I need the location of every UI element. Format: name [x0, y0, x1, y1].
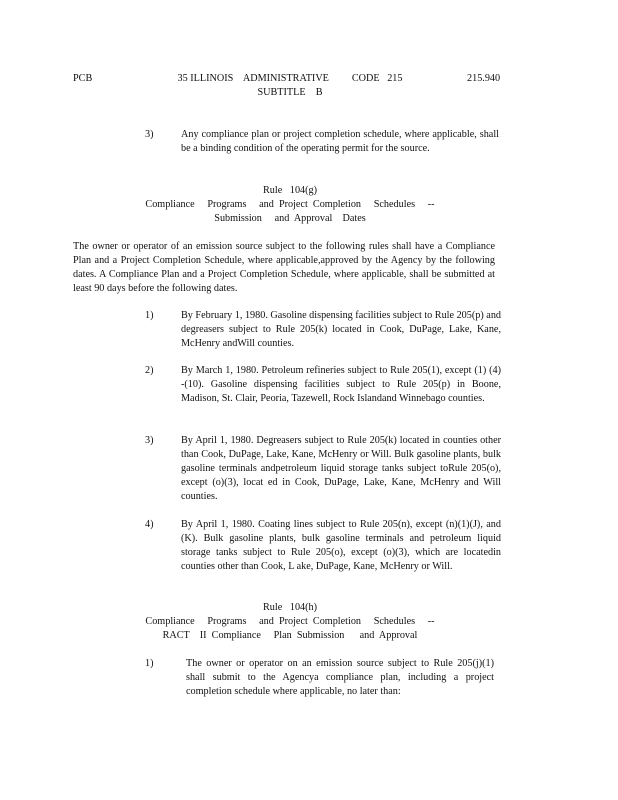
date-item-2-number: 2): [145, 365, 154, 376]
rule-104g-heading: [130, 184, 450, 226]
item-1-bottom-text: The owner or operator on an emission source subject to Rule 205(j)(1) shall submit to the Agencya compliance plan, including a project completion schedule where applicable, no later than:: [186, 658, 494, 697]
date-item-1-number: 1): [145, 310, 154, 321]
rule-104h-subtitle-line1: Compliance Programs and Project Completion Schedules --: [145, 615, 435, 627]
intro-paragraph: The owner or operator of an emission source subject to the following rules shall have a Compliance Plan and a Project Completion Schedule, where applicable,approved by the Agency by the following dates. A Compliance Plan and a Project Completion Schedule, where applicable, shall be submitted at least 90 days before the following dates.: [73, 241, 495, 294]
item-1-bottom-number: 1): [145, 658, 154, 669]
rule-104h-title: Rule 104(h): [262, 602, 318, 613]
header-left-pcb: PCB: [73, 73, 93, 84]
header-title-line2: SUBTITLE B: [257, 86, 323, 98]
rule-104g-subtitle-line1: Compliance Programs and Project Completion Schedules --: [145, 198, 435, 210]
date-item-4-number: 4): [145, 519, 154, 530]
rule-104g-title: Rule 104(g): [262, 185, 318, 196]
date-item-3-number: 3): [145, 435, 154, 446]
header-title: [150, 72, 430, 100]
date-item-4-text: By April 1, 1980. Coating lines subject to Rule 205(n), except (n)(1)(J), and (K). Bulk gasoline plants, bulk gasoline terminals and petroleum liquid storage tanks subject to Rule 205(o), except (o)(3), which are locatedin counties other than Cook, L ake, DuPage, Kane, McHenry or Will.: [181, 519, 501, 572]
item-3-top-text: Any compliance plan or project completion schedule, where applicable, shall be a binding condition of the operating permit for the source.: [181, 129, 499, 154]
rule-104g-subtitle-line2: Submission and Approval Dates: [214, 212, 366, 224]
date-item-3-text: By April 1, 1980. Degreasers subject to Rule 205(k) located in counties other than Cook, DuPage, Lake, Kane, McHenry or Will. Bulk gasoline plants, bulk gasoline terminals andpetroleum liquid storage tanks subject toRule 205(o), except (o)(3), locat ed in Cook, DuPage, Lake, Kane, McHenry and Will counties.: [181, 435, 501, 502]
rule-104h-subtitle-line2: RACT II Compliance Plan Submission and Approval: [162, 629, 418, 641]
date-item-2-text: By March 1, 1980. Petroleum refineries subject to Rule 205(1), except (1) (4) -(10). Gasoline dispensing facilities subject to Rule 205(p) in Boone, Madison, St. Clair, Peoria, Tazewell, Rock Islandand Winnebago counties.: [181, 365, 501, 404]
header-title-line1: 35 ILLINOIS ADMINISTRATIVE CODE 215: [177, 73, 403, 84]
item-3-top-number: 3): [145, 129, 154, 140]
header-section-number: 215.940: [467, 73, 501, 84]
date-item-1-text: By February 1, 1980. Gasoline dispensing facilities subject to Rule 205(p) and degreasers subject to Rule 205(k) located in Cook, DuPage, Lake, Kane, McHenry andWill counties.: [181, 310, 502, 349]
rule-104h-heading: [130, 601, 450, 643]
